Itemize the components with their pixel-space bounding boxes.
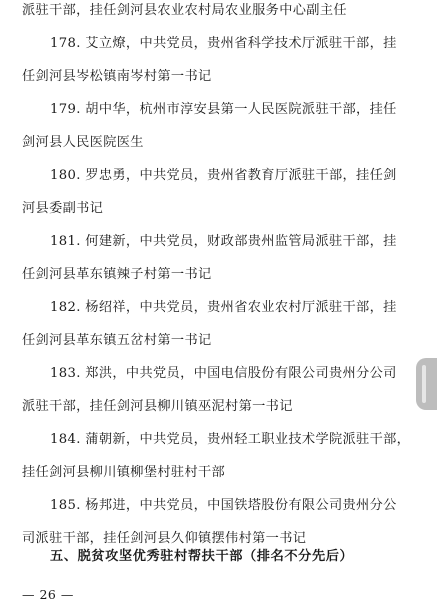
text-line: 派驻干部，挂任剑河县农业农村局农业服务中心副主任 (22, 3, 347, 18)
text-line: 任剑河县革东镇五岔村第一书记 (22, 333, 212, 348)
section-heading: 五、脱贫攻坚优秀驻村帮扶干部（排名不分先后） (50, 549, 354, 564)
page-number: — 26 — (22, 587, 74, 602)
text-line: 182. 杨绍祥，中共党员，贵州省农业农村厅派驻干部，挂 (50, 300, 397, 315)
text-line: 司派驻干部，挂任剑河县久仰镇摆伟村第一书记 (22, 531, 307, 546)
text-line: 剑河县人民医院医生 (22, 135, 144, 150)
text-line: 180. 罗忠勇，中共党员，贵州省教育厅派驻干部，挂任剑 (50, 168, 397, 183)
text-line: 任剑河县岑松镇南岑村第一书记 (22, 69, 212, 84)
text-line: 派驻干部，挂任剑河县柳川镇巫泥村第一书记 (22, 399, 293, 414)
side-scroll-tab[interactable] (416, 358, 437, 410)
text-line: 183. 郑洪，中共党员，中国电信股份有限公司贵州分公司 (50, 366, 397, 381)
text-line: 185. 杨邦进，中共党员，中国铁塔股份有限公司贵州分公 (50, 498, 397, 513)
text-line: 任剑河县革东镇辣子村第一书记 (22, 267, 212, 282)
text-line: 181. 何建新，中共党员，财政部贵州监管局派驻干部，挂 (50, 234, 397, 249)
side-tab-grip (422, 365, 426, 403)
text-line: 184. 蒲朝新，中共党员，贵州轻工职业技术学院派驻干部， (50, 432, 411, 447)
text-line: 179. 胡中华，杭州市淳安县第一人民医院派驻干部，挂任 (50, 102, 397, 117)
text-line: 河县委副书记 (22, 201, 104, 216)
text-line: 挂任剑河县柳川镇柳堡村驻村干部 (22, 465, 226, 480)
text-line: 178. 艾立燎，中共党员，贵州省科学技术厅派驻干部，挂 (50, 36, 397, 51)
